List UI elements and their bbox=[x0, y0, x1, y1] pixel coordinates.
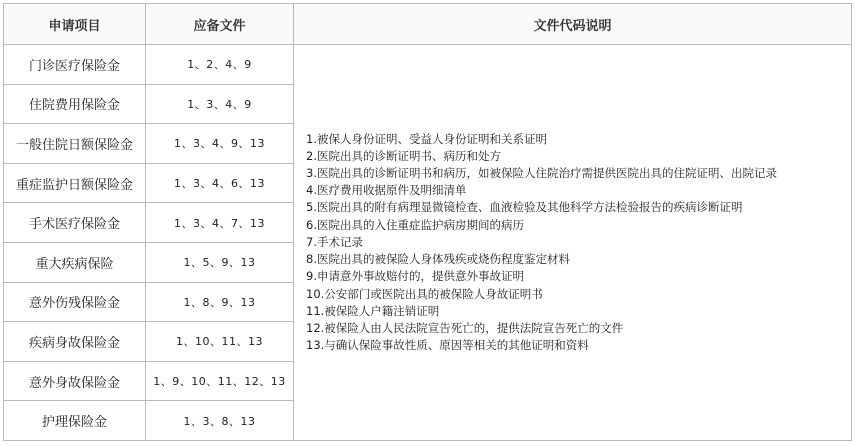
code-note: 3.医院出具的诊断证明书和病历，如被保险人住院治疗需提供医院出具的住院证明、出院记录 bbox=[306, 166, 777, 181]
row-docs: 1、2、4、9 bbox=[146, 45, 294, 85]
header-row bbox=[4, 4, 852, 45]
code-note: 2.医院出具的诊断证明书、病历和处方 bbox=[306, 148, 501, 163]
row-item: 疾病身故保险金 bbox=[4, 322, 146, 362]
row-docs: 1、10、11、13 bbox=[146, 322, 294, 362]
claim-documents-table bbox=[3, 3, 852, 441]
header-docs: 应备文件 bbox=[146, 4, 294, 45]
row-item: 住院费用保险金 bbox=[4, 84, 146, 124]
row-item: 意外身故保险金 bbox=[4, 361, 146, 401]
row-item: 手术医疗保险金 bbox=[4, 203, 146, 243]
code-notes-list bbox=[306, 131, 851, 355]
row-docs: 1、5、9、13 bbox=[146, 242, 294, 282]
row-item: 重大疾病保险 bbox=[4, 242, 146, 282]
code-notes-cell bbox=[294, 45, 852, 441]
header-item: 申请项目 bbox=[4, 4, 146, 45]
code-note: 12.被保险人由人民法院宣告死亡的，提供法院宣告死亡的文件 bbox=[306, 320, 624, 335]
row-docs: 1、3、4、9、13 bbox=[146, 124, 294, 164]
row-item: 门诊医疗保险金 bbox=[4, 45, 146, 85]
code-note: 5.医院出具的附有病理显微镜检查、血液检验及其他科学方法检验报告的疾病诊断证明 bbox=[306, 200, 743, 215]
row-docs: 1、3、4、6、13 bbox=[146, 163, 294, 203]
code-note: 6.医院出具的入住重症监护病房期间的病历 bbox=[306, 217, 524, 232]
row-item: 重症监护日额保险金 bbox=[4, 163, 146, 203]
row-item: 意外伤残保险金 bbox=[4, 282, 146, 322]
code-note: 4.医疗费用收据原件及明细清单 bbox=[306, 183, 467, 198]
code-note: 10.公安部门或医院出具的被保险人身故证明书 bbox=[306, 286, 543, 301]
row-docs: 1、8、9、13 bbox=[146, 282, 294, 322]
table-row bbox=[4, 45, 852, 85]
row-docs: 1、3、8、13 bbox=[146, 401, 294, 441]
row-item: 护理保险金 bbox=[4, 401, 146, 441]
code-note: 13.与确认保险事故性质、原因等相关的其他证明和资料 bbox=[306, 338, 589, 353]
row-docs: 1、9、10、11、12、13 bbox=[146, 361, 294, 401]
code-note: 7.手术记录 bbox=[306, 234, 363, 249]
code-note: 1.被保人身份证明、受益人身份证明和关系证明 bbox=[306, 131, 547, 146]
row-docs: 1、3、4、7、13 bbox=[146, 203, 294, 243]
code-note: 8.医院出具的被保险人身体残疾或烧伤程度鉴定材料 bbox=[306, 252, 570, 267]
code-note: 11.被保险人户籍注销证明 bbox=[306, 303, 440, 318]
code-note: 9.申请意外事故赔付的，提供意外事故证明 bbox=[306, 269, 524, 284]
header-notes: 文件代码说明 bbox=[294, 4, 852, 45]
row-item: 一般住院日额保险金 bbox=[4, 124, 146, 164]
row-docs: 1、3、4、9 bbox=[146, 84, 294, 124]
